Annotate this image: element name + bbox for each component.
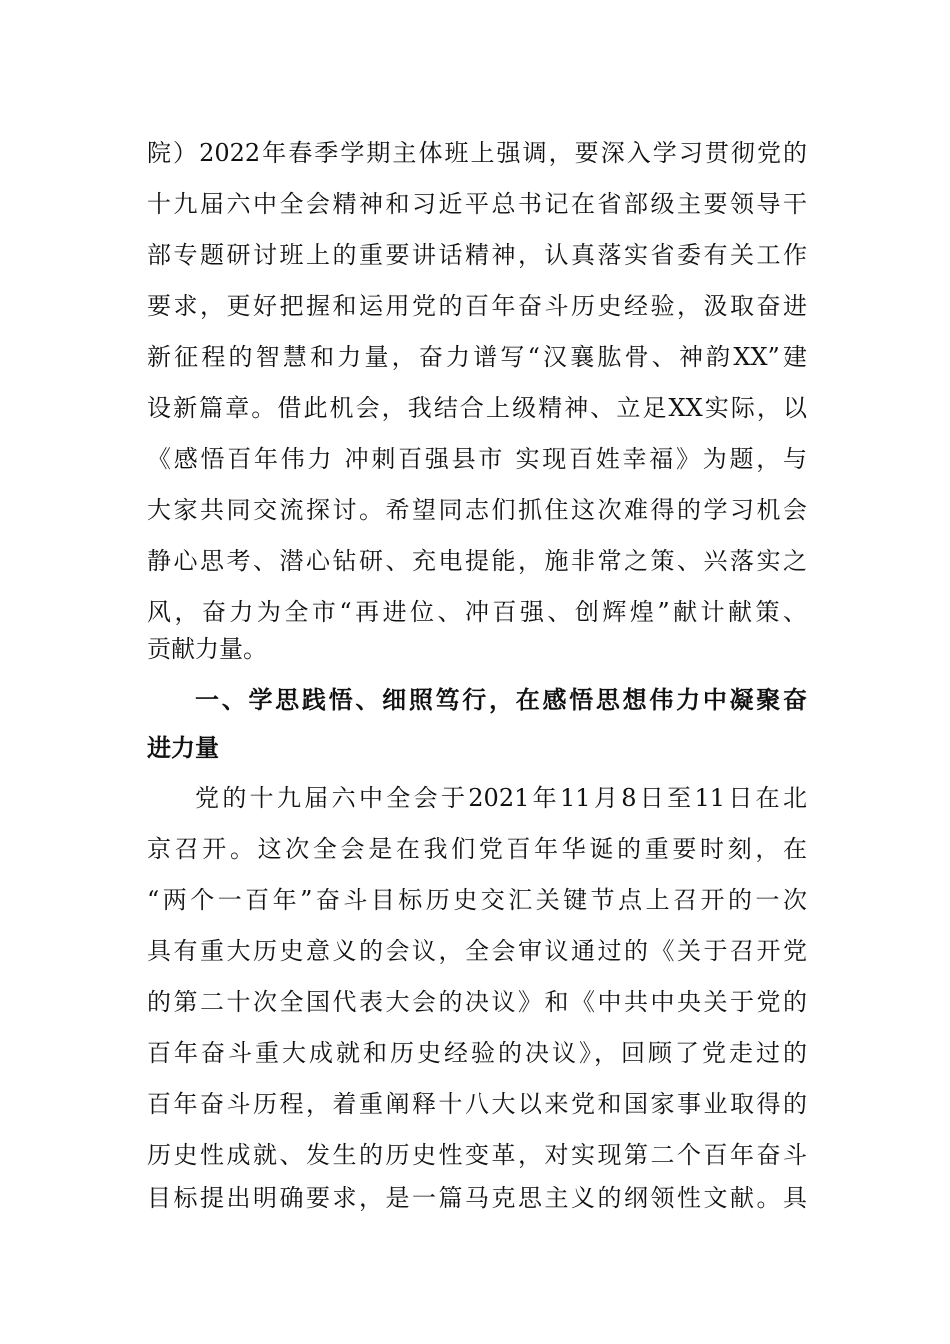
paragraph-line: 目标提出明确要求，是一篇马克思主义的纲领性文献。具 (147, 1184, 807, 1212)
paragraph-line: 大家共同交流探讨。希望同志们抓住这次难得的学习机会 (147, 496, 807, 524)
paragraph-line: 历史性成就、发生的历史性变革，对实现第二个百年奋斗 (147, 1141, 807, 1169)
section-heading-line: 一、学思践悟、细照笃行，在感悟思想伟力中凝聚奋 (195, 686, 807, 714)
paragraph-line: “两个一百年”奋斗目标历史交汇关键节点上召开的一次 (147, 886, 807, 914)
paragraph-line: 的第二十次全国代表大会的决议》和《中共中央关于党的 (147, 988, 807, 1016)
paragraph-line: 十九届六中全会精神和习近平总书记在省部级主要领导干 (147, 190, 807, 218)
paragraph-line: 设新篇章。借此机会，我结合上级精神、立足XX实际，以 (147, 394, 807, 422)
paragraph-line: 京召开。这次全会是在我们党百年华诞的重要时刻，在 (147, 835, 807, 863)
paragraph-line: 党的十九届六中全会于2021年11月8日至11日在北 (195, 784, 807, 812)
paragraph-line: 百年奋斗重大成就和历史经验的决议》，回顾了党走过的 (147, 1039, 807, 1067)
paragraph-line: 贡献力量。 (147, 635, 267, 663)
section-heading-line: 进力量 (147, 734, 219, 762)
paragraph-line: 院）2022年春季学期主体班上强调，要深入学习贯彻党的 (147, 139, 807, 167)
paragraph-line: 风，奋力为全市“再进位、冲百强、创辉煌”献计献策、 (147, 598, 807, 626)
paragraph-line: 《感悟百年伟力 冲刺百强县市 实现百姓幸福》为题，与 (147, 445, 807, 473)
paragraph-line: 静心思考、潜心钻研、充电提能，施非常之策、兴落实之 (147, 547, 807, 575)
paragraph-line: 具有重大历史意义的会议，全会审议通过的《关于召开党 (147, 937, 807, 965)
paragraph-line: 部专题研讨班上的重要讲话精神，认真落实省委有关工作 (147, 241, 807, 269)
paragraph-line: 百年奋斗历程，着重阐释十八大以来党和国家事业取得的 (147, 1090, 807, 1118)
paragraph-line: 要求，更好把握和运用党的百年奋斗历史经验，汲取奋进 (147, 292, 807, 320)
paragraph-line: 新征程的智慧和力量，奋力谱写“汉襄肱骨、神韵XX”建 (147, 343, 807, 371)
